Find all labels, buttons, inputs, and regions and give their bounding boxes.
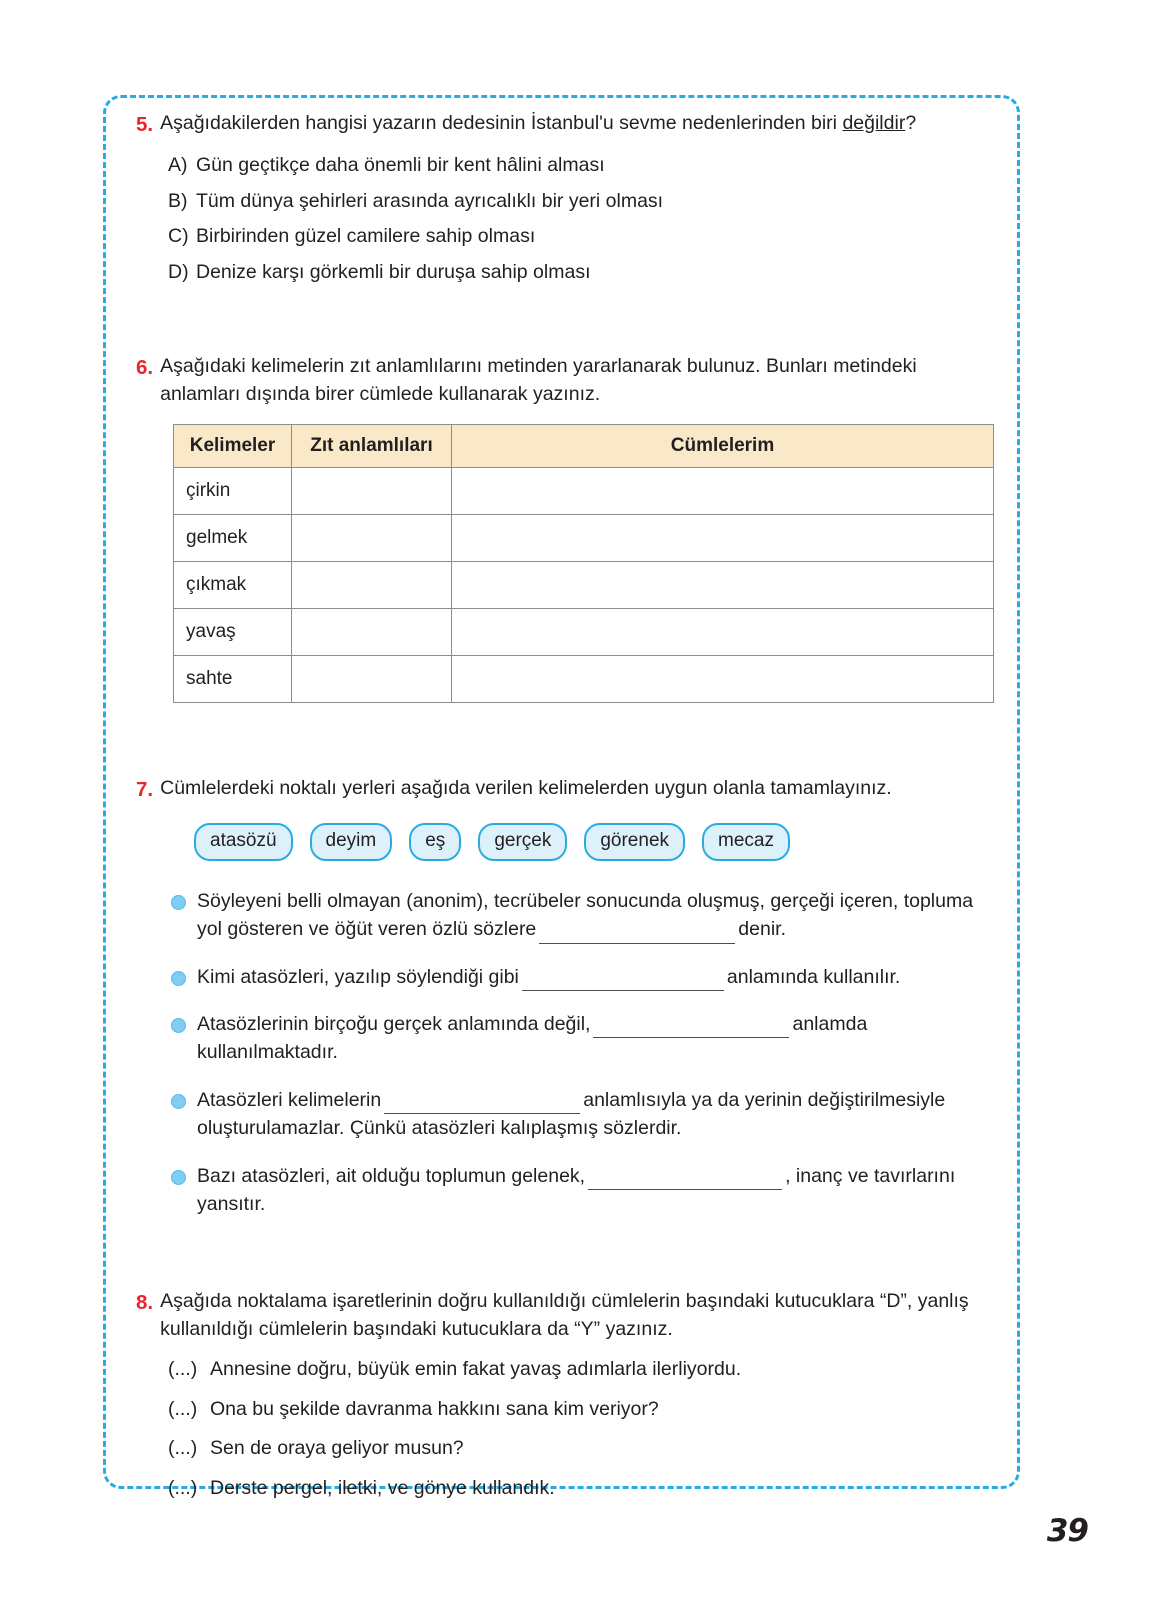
table-row (174, 609, 994, 656)
word-bank-pill-mecaz[interactable]: mecaz (702, 823, 790, 861)
answer-box-2[interactable]: (...) (168, 1397, 198, 1420)
list-item (168, 1360, 996, 1380)
blank-input-1[interactable] (539, 922, 735, 943)
blank-sentence-5 (197, 1162, 996, 1219)
word-bank-pill-es[interactable]: eş (409, 823, 461, 861)
blank-sentence-3-before: Atasözlerinin birçoğu gerçek anlamında değil, (197, 1013, 591, 1035)
question-7-header (136, 775, 996, 804)
cell-antonym-cikmak[interactable] (292, 562, 452, 609)
blank-sentence-2 (197, 963, 996, 991)
blank-input-4[interactable] (384, 1093, 580, 1114)
antonym-table-head (174, 425, 994, 468)
sentence-text-1: Annesine doğru, büyük emin fakat yavaş adımlarla ilerliyordu. (210, 1358, 742, 1381)
answer-box-3[interactable]: (...) (168, 1437, 198, 1460)
table-row (174, 468, 994, 515)
question-8-sentences (168, 1360, 996, 1498)
cell-antonym-sahte[interactable] (292, 656, 452, 703)
antonym-table (173, 424, 994, 703)
list-item (168, 1439, 996, 1459)
spacer-before-question-6 (136, 298, 996, 353)
cell-sentence-cikmak[interactable] (452, 562, 994, 609)
table-row (174, 515, 994, 562)
question-6-header (136, 353, 996, 408)
bullet-dot-icon (171, 1018, 186, 1033)
question-8 (136, 1288, 996, 1498)
sentence-text-4: Derste pergel, iletki, ve gönye kullandık. (210, 1476, 555, 1499)
column-header-zit-anlamlilari: Zıt anlamlıları (292, 425, 452, 468)
blank-sentence-4 (197, 1086, 996, 1143)
blank-sentence-4-before: Atasözleri kelimelerin (197, 1088, 382, 1111)
blank-sentence-2-after: anlamında kullanılır. (726, 965, 901, 988)
question-7 (136, 775, 996, 1218)
bullet-dot-icon (171, 1094, 186, 1109)
column-header-kelimeler: Kelimeler (174, 425, 292, 468)
option-b[interactable] (168, 189, 996, 212)
question-5 (136, 110, 996, 282)
blank-input-2[interactable] (522, 970, 724, 991)
blank-input-5[interactable] (588, 1169, 782, 1190)
list-item (171, 963, 996, 991)
option-c[interactable] (168, 227, 996, 247)
spacer-before-question-7 (136, 703, 996, 775)
list-item (168, 1397, 996, 1420)
blank-sentence-1-after: denir. (738, 918, 786, 941)
blank-sentence-2-before: Kimi atasözleri, yazılıp söylendiği gibi (197, 965, 519, 988)
word-bank-pill-atasozu[interactable]: atasözü (194, 823, 293, 861)
option-a[interactable] (168, 156, 996, 176)
cell-sentence-gelmek[interactable] (452, 515, 994, 562)
question-6-number: 6. (136, 356, 154, 380)
question-8-header (136, 1288, 996, 1343)
content-area (136, 110, 996, 1518)
blank-sentence-3 (197, 1010, 996, 1067)
cell-word-gelmek: gelmek (174, 515, 292, 562)
table-row (174, 656, 994, 703)
antonym-table-body (174, 468, 994, 703)
answer-box-4[interactable]: (...) (168, 1476, 198, 1499)
option-a-text: Gün geçtikçe daha önemli bir kent hâlini alması (196, 154, 605, 177)
question-5-prompt-after: ? (905, 112, 917, 134)
cell-word-cikmak: çıkmak (174, 562, 292, 609)
list-item (168, 1476, 996, 1499)
word-bank (194, 823, 994, 861)
table-header-row (174, 425, 994, 468)
antonym-table-wrapper (173, 424, 994, 703)
option-a-letter: A) (168, 154, 188, 177)
list-item (171, 1162, 996, 1219)
blank-sentence-5-before: Bazı atasözleri, ait olduğu toplumun gelenek, (197, 1164, 586, 1187)
option-c-text: Birbirinden güzel camilere sahip olması (196, 225, 536, 248)
blank-sentence-5-after: , inanç ve tavırlarını yansıtır. (197, 1164, 956, 1216)
cell-sentence-sahte[interactable] (452, 656, 994, 703)
question-8-prompt: Aşağıda noktalama işaretlerinin doğru kullanıldığı cümlelerin başındaki kutucuklara “D”, yanlış kullanıldığı cümlelerin başındaki kutucuklara da “Y” yazınız. (160, 1289, 969, 1340)
cell-sentence-yavas[interactable] (452, 609, 994, 656)
sentence-text-2: Ona bu şekilde davranma hakkını sana kim veriyor? (210, 1397, 659, 1420)
option-d[interactable] (168, 260, 996, 283)
question-5-header (136, 110, 996, 139)
blank-sentence-4-after: anlamlısıyla ya da yerinin değiştirilmesiyle oluşturulamazlar. Çünkü atasözleri kalıplaşmış sözlerdir. (197, 1088, 946, 1140)
cell-antonym-cirkin[interactable] (292, 468, 452, 515)
question-7-number: 7. (136, 778, 154, 802)
page-number: 39 (1046, 1513, 1088, 1549)
question-5-number: 5. (136, 113, 154, 136)
blank-input-3[interactable] (593, 1017, 789, 1038)
option-b-text: Tüm dünya şehirleri arasında ayrıcalıklı bir yeri olması (196, 189, 664, 212)
bullet-dot-icon (171, 971, 186, 986)
question-8-number: 8. (136, 1290, 154, 1314)
blank-sentence-1 (197, 887, 996, 944)
question-5-prompt-emphasis: değildir (842, 112, 906, 134)
sentence-text-3: Sen de oraya geliyor musun? (210, 1437, 464, 1460)
column-header-cumlelerim: Cümlelerim (452, 425, 994, 468)
question-7-prompt: Cümlelerdeki noktalı yerleri aşağıda verilen kelimelerden uygun olanla tamamlayınız. (160, 777, 892, 800)
word-bank-pill-gorenek[interactable]: görenek (584, 823, 685, 861)
list-item (171, 887, 996, 944)
bullet-dot-icon (171, 1170, 186, 1185)
blank-sentence-3-after: anlamda kullanılmaktadır. (197, 1013, 868, 1064)
table-row (174, 562, 994, 609)
spacer-before-question-8 (136, 1238, 996, 1288)
cell-antonym-gelmek[interactable] (292, 515, 452, 562)
option-b-letter: B) (168, 189, 188, 212)
list-item (171, 1010, 996, 1067)
cell-sentence-cirkin[interactable] (452, 468, 994, 515)
question-5-prompt (160, 110, 996, 138)
option-d-text: Denize karşı görkemli bir duruşa sahip olması (196, 260, 591, 283)
question-6-prompt: Aşağıdaki kelimelerin zıt anlamlılarını metinden yararlanarak bulunuz. Bunları metindeki anlamları dışında birer cümlede kullanarak yazınız. (160, 355, 917, 405)
question-5-options (168, 156, 996, 282)
option-c-letter: C) (168, 225, 189, 248)
option-d-letter: D) (168, 260, 189, 283)
blank-sentence-1-before: Söyleyeni belli olmayan (anonim), tecrübeler sonucunda oluşmuş, gerçeği içeren, topluma yol gösteren ve öğüt veren özlü sözlere (197, 889, 974, 941)
fill-in-blank-list (171, 887, 996, 1219)
cell-word-sahte: sahte (174, 656, 292, 703)
cell-antonym-yavas[interactable] (292, 609, 452, 656)
cell-word-cirkin: çirkin (174, 468, 292, 515)
question-5-prompt-before: Aşağıdakilerden hangisi yazarın dedesinin İstanbul'u sevme nedenlerinden biri (160, 112, 843, 134)
word-bank-pill-gercek[interactable]: gerçek (478, 823, 567, 861)
question-6 (136, 353, 996, 703)
answer-box-1[interactable]: (...) (168, 1358, 198, 1381)
word-bank-pill-deyim[interactable]: deyim (310, 823, 393, 861)
list-item (171, 1086, 996, 1143)
bullet-dot-icon (171, 895, 186, 910)
cell-word-yavas: yavaş (174, 609, 292, 656)
